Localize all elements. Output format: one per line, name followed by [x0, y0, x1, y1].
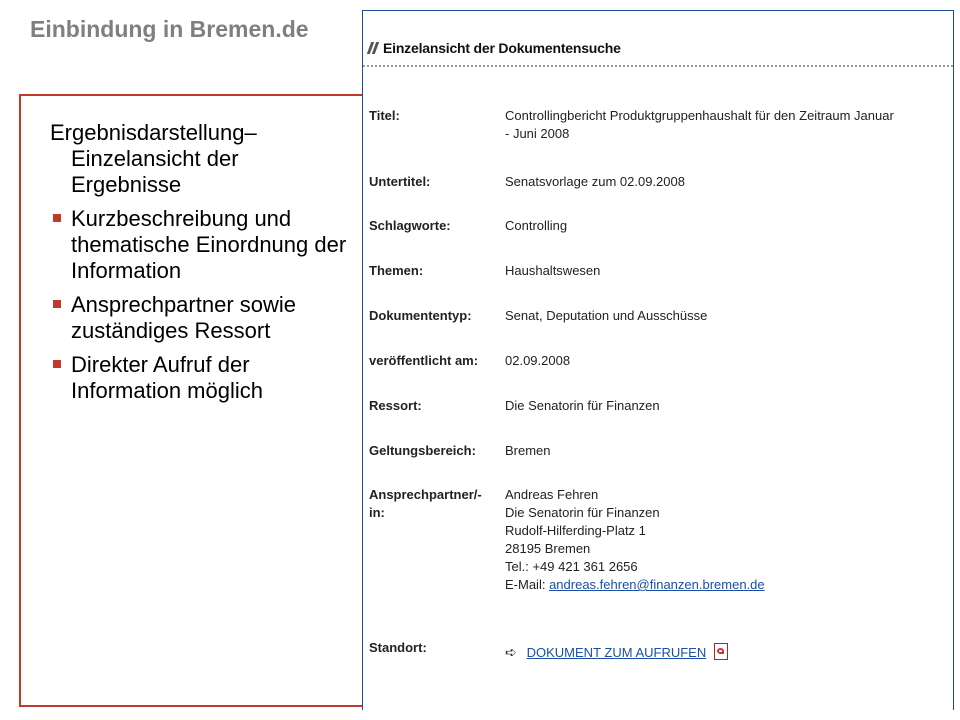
square-bullet-icon — [53, 300, 61, 308]
field-value: Senat, Deputation und Ausschüsse — [505, 308, 708, 323]
field-label: Dokumententyp: — [369, 308, 472, 323]
field-value: Die Senatorin für Finanzen — [505, 398, 660, 413]
detail-header — [369, 35, 929, 61]
field-value: Controlling — [505, 218, 568, 233]
slide-content — [50, 120, 350, 412]
bullet-item: Kurzbeschreibung und thematische Einordnung der Information — [50, 206, 350, 284]
field-label: Geltungsbereich: — [369, 443, 476, 458]
slide-title: Einbindung in Bremen.de — [30, 16, 309, 42]
bullet-list — [50, 206, 350, 404]
field-label: Themen: — [369, 263, 424, 278]
field-label: veröffentlicht am: — [369, 353, 479, 368]
lead-text: Ergebnisdarstellung– Einzelansicht der Ergebnisse — [50, 120, 257, 197]
field-label: Ressort: — [369, 398, 422, 413]
field-value: Controllingbericht Produktgruppenhaushalt für den Zeitraum Januar - Juni 2008 — [505, 108, 894, 141]
field-value: Haushaltswesen — [505, 263, 601, 278]
field-label: Ansprechpartner/- in: — [369, 487, 482, 520]
field-label: Standort: — [369, 640, 427, 655]
field-label: Untertitel: — [369, 174, 431, 189]
field-value: Andreas Fehren Die Senatorin für Finanzen Rudolf-Hilferding-Platz 1 28195 Bremen Tel.: +49 421 361 2656 E-Mail: andreas.fehren@finanzen.bremen.de — [505, 486, 925, 594]
field-value: Bremen — [505, 443, 551, 458]
square-bullet-icon — [53, 214, 61, 222]
email-link[interactable]: andreas.fehren@finanzen.bremen.de — [549, 577, 765, 592]
document-detail-screenshot — [362, 10, 954, 710]
document-open-link[interactable]: DOKUMENT ZUM AUFRUFEN — [526, 645, 707, 660]
detail-header-title: Einzelansicht der Dokumentensuche — [383, 40, 621, 56]
double-slash-icon — [369, 42, 377, 54]
bullet-item: Direkter Aufruf der Information möglich — [50, 352, 350, 404]
field-value — [505, 643, 925, 662]
square-bullet-icon — [53, 360, 61, 368]
arrow-right-icon: ➪ — [505, 644, 517, 660]
field-label: Titel: — [369, 108, 400, 123]
bullet-item: Ansprechpartner sowie zuständiges Ressort — [50, 292, 350, 344]
field-value: Senatsvorlage zum 02.09.2008 — [505, 174, 685, 189]
email-line: E-Mail: andreas.fehren@finanzen.bremen.de — [505, 577, 765, 592]
field-value: 02.09.2008 — [505, 353, 571, 368]
header-divider — [363, 65, 953, 67]
field-label: Schlagworte: — [369, 218, 451, 233]
pdf-icon[interactable] — [714, 643, 728, 660]
